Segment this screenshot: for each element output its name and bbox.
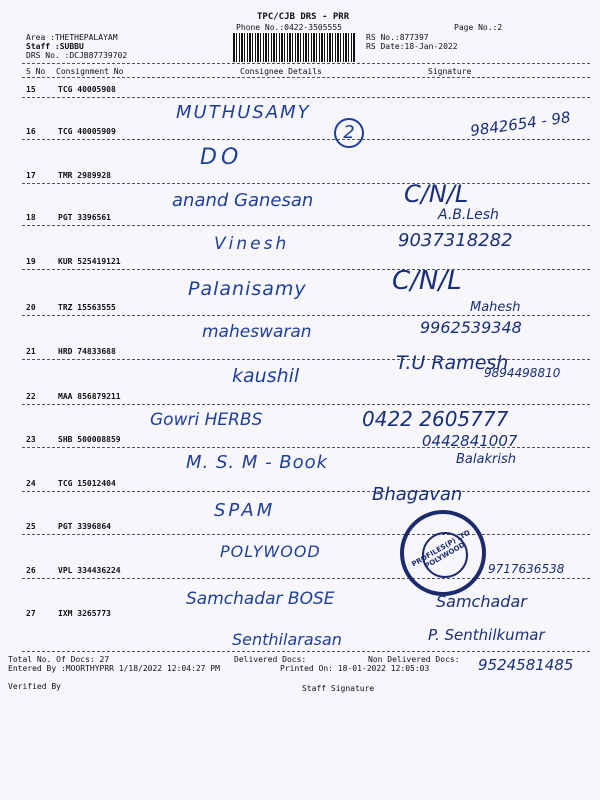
phone-number: Phone No.:0422-3505555 [236, 23, 342, 32]
drs-number: DRS No. :DCJB87739702 [26, 51, 128, 60]
row-divider [22, 491, 590, 492]
row-consignee-handwritten: maheswaran [202, 322, 312, 342]
row-signature: 9842654 - 98 [469, 108, 572, 140]
circled-note: 2 [334, 118, 364, 148]
row-signature: C/N/L [392, 266, 462, 296]
row-sno: 21 [26, 347, 36, 356]
row-consignee-handwritten: M. S. M - Book [186, 452, 329, 473]
row-signature: 9962539348 [420, 318, 522, 337]
row-divider [22, 139, 590, 140]
rs-date: RS Date:18-Jan-2022 [366, 42, 458, 51]
row-divider [22, 97, 590, 98]
row-sno: 22 [26, 392, 36, 401]
row-signature: Samchadar [436, 592, 527, 611]
row-signature: 9524581485 [478, 656, 574, 674]
row-divider [22, 269, 590, 270]
row-consignment: TCG 15012404 [58, 479, 116, 488]
row-consignee-handwritten: Vinesh [214, 234, 290, 254]
row-consignee-handwritten: POLYWOOD [220, 542, 321, 561]
row-divider [22, 225, 590, 226]
row-consignment: IXM 3265773 [58, 609, 111, 618]
row-consignment: VPL 334436224 [58, 566, 121, 575]
row-consignee-handwritten: MUTHUSAMY [176, 102, 311, 123]
row-consignment: HRD 74833688 [58, 347, 116, 356]
row-consignment: PGT 3396864 [58, 522, 111, 531]
row-consignee-handwritten: SPAM [214, 500, 276, 521]
column-header-divider [22, 77, 590, 78]
document-title: TPC/CJB DRS - PRR [257, 12, 350, 22]
area-field: Area :THETHEPALAYAM [26, 33, 118, 42]
row-divider [22, 183, 590, 184]
col-header-consignee: Consignee Details [240, 67, 322, 76]
row-sno: 26 [26, 566, 36, 575]
row-note: 0442841007 [422, 432, 518, 450]
rs-number: RS No.:877397 [366, 33, 429, 42]
row-consignment: SHB 500008859 [58, 435, 121, 444]
row-note: P. Senthilkumar [428, 626, 545, 644]
footer-divider [22, 651, 590, 652]
row-divider [22, 534, 590, 535]
staff-field: Staff :SUBBU [26, 42, 84, 51]
row-consignment: KUR 525419121 [58, 257, 121, 266]
row-signature: 9894498810 [484, 366, 561, 380]
row-consignment: MAA 856879211 [58, 392, 121, 401]
row-divider [22, 315, 590, 316]
row-signature: 0422 2605777 [362, 407, 509, 431]
col-header-consignment: Consignment No [56, 67, 124, 76]
row-sno: 16 [26, 127, 36, 136]
row-note: Mahesh [470, 300, 521, 315]
delivered-docs: Delivered Docs: [234, 655, 307, 664]
row-note: A.B.Lesh [438, 207, 499, 223]
row-consignee-handwritten: Palanisamy [188, 278, 307, 300]
stamp-text: PROFILES(P) LTD POLYWOOD [410, 528, 472, 571]
row-sno: 19 [26, 257, 36, 266]
verified-by: Verified By [8, 682, 61, 691]
row-sno: 18 [26, 213, 36, 222]
row-consignee-handwritten: Senthilarasan [232, 630, 342, 649]
row-divider [22, 404, 590, 405]
col-header-signature: Signature [428, 67, 472, 76]
entered-by: Entered By :MOORTHYPRR 1/18/2022 12:04:27 PM [8, 664, 220, 673]
row-consignee-handwritten: Gowri HERBS [150, 410, 263, 430]
row-consignment: TCG 40005908 [58, 85, 116, 94]
row-consignee-handwritten: Samchadar BOSE [186, 589, 335, 609]
row-sno: 27 [26, 609, 36, 618]
row-sno: 15 [26, 85, 36, 94]
barcode-image [233, 33, 355, 62]
printed-on: Printed On: 18-01-2022 12:05:03 [280, 664, 430, 673]
row-sno: 25 [26, 522, 36, 531]
row-consignment: PGT 3396561 [58, 213, 111, 222]
total-docs: Total No. Of Docs: 27 [8, 655, 110, 664]
row-consignment: TRZ 15563555 [58, 303, 116, 312]
non-delivered-docs: Non Delivered Docs: [368, 655, 460, 664]
row-signature: C/N/L [404, 180, 469, 208]
company-stamp [400, 510, 486, 596]
row-note: 9717636538 [488, 562, 565, 576]
row-consignee-handwritten: kaushil [232, 365, 300, 387]
row-signature: Balakrish [456, 452, 516, 467]
row-signature: Bhagavan [372, 484, 463, 505]
row-sno: 24 [26, 479, 36, 488]
row-consignee-handwritten: DO [200, 145, 243, 170]
row-divider [22, 578, 590, 579]
staff-signature: Staff Signature [302, 684, 375, 693]
row-signature: 9037318282 [398, 230, 513, 251]
row-consignment: TCG 40005909 [58, 127, 116, 136]
col-header-sno: S No [26, 67, 46, 76]
row-consignee-handwritten: anand Ganesan [172, 190, 314, 211]
row-consignment: TMR 2989928 [58, 171, 111, 180]
header-divider [22, 63, 590, 64]
row-sno: 23 [26, 435, 36, 444]
row-sno: 20 [26, 303, 36, 312]
row-note: T.U Ramesh [396, 352, 509, 374]
page-number: Page No.:2 [454, 23, 503, 32]
row-sno: 17 [26, 171, 36, 180]
